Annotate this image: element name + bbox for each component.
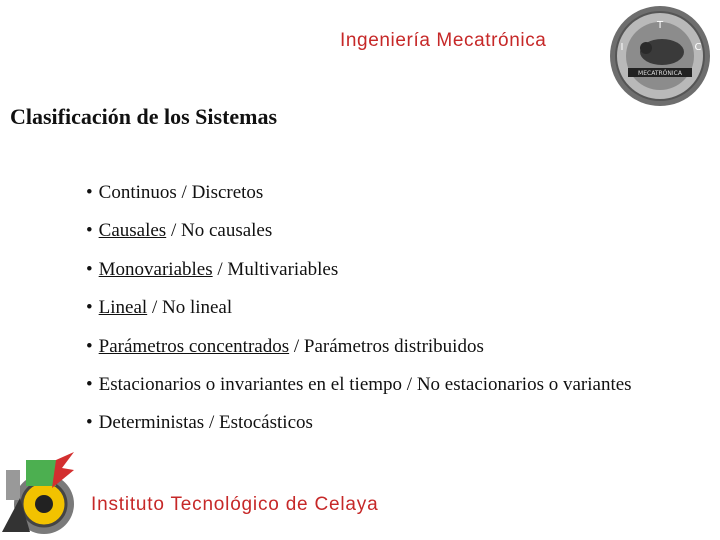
list-item: • Estacionarios o invariantes en el tiempo / No estacionarios o variantes: [86, 373, 632, 395]
institute-logo: [0, 448, 80, 536]
classification-list: [86, 181, 632, 450]
list-item: • Causales / No causales: [86, 220, 273, 242]
item-term-b: Multivariables: [227, 258, 339, 280]
logo-letter-t: T: [656, 20, 664, 31]
item-term-a-link[interactable]: Lineal: [98, 297, 148, 319]
institute-name: Instituto Tecnológico de Celaya: [91, 494, 379, 515]
item-term-b: Discretos: [191, 182, 264, 203]
item-term-a-link[interactable]: Causales: [98, 220, 167, 242]
logo-letter-c: C: [694, 42, 702, 53]
item-term-b: No causales: [180, 220, 273, 242]
list-item: • Deterministas / Estocásticos: [86, 412, 313, 434]
list-item: • Continuos / Discretos: [86, 182, 264, 203]
item-term-a: Deterministas: [98, 412, 205, 434]
list-item: • Monovariables / Multivariables: [86, 258, 339, 280]
item-term-b: Parámetros distribuidos: [303, 335, 484, 357]
item-term-a: Estacionarios o invariantes en el tiempo: [98, 373, 403, 395]
item-term-a: Continuos: [98, 182, 177, 203]
mechatronics-logo: [604, 4, 716, 108]
slide-title: Clasificación de los Sistemas: [10, 104, 278, 129]
item-term-a-link[interactable]: Parámetros concentrados: [98, 335, 290, 357]
list-item: • Lineal / No lineal: [86, 297, 233, 319]
program-title: Ingeniería Mecatrónica: [340, 30, 547, 51]
item-term-b: No lineal: [161, 297, 233, 319]
item-term-b: Estocásticos: [218, 412, 313, 434]
item-term-b: No estacionarios o variantes: [416, 373, 632, 395]
logo-banner-text: MECATRÓNICA: [638, 70, 682, 77]
item-term-a-link[interactable]: Monovariables: [98, 258, 213, 280]
list-item: • Parámetros concentrados / Parámetros distribuidos: [86, 335, 484, 357]
logo-letter-i: I: [620, 42, 624, 53]
